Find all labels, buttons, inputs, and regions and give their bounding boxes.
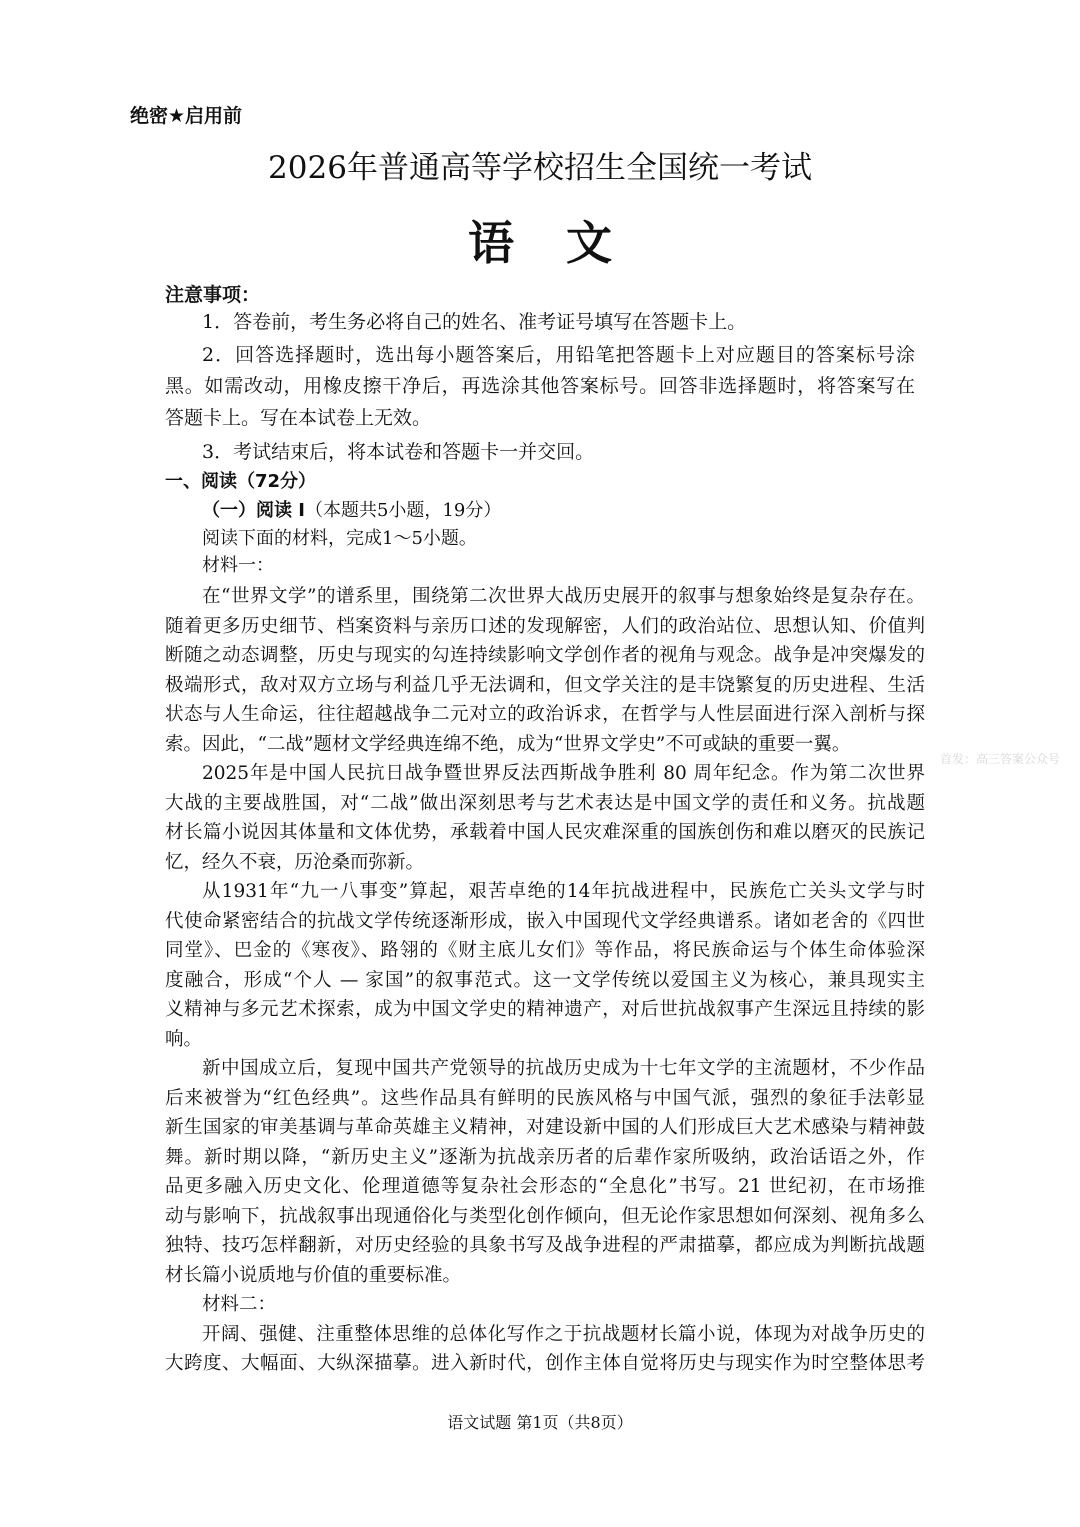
subsection-heading (202, 500, 501, 522)
notice-item-2-cont: 黑。如需改动，用橡皮擦干净后，再选涂其他答案标号。回答非选择题时，将答案写在 (165, 375, 915, 397)
subject-title: 语文 (468, 216, 664, 270)
material-2-label: 材料二： (202, 1294, 277, 1315)
passage-line: 大跨度、大幅面、大纵深描摹。进入新时代，创作主体自觉将历史与现实作为时空整体思考 (165, 1353, 925, 1374)
instruction: 阅读下面的材料，完成1～5小题。 (202, 528, 477, 549)
passage-line: 大战的主要战胜国，对“二战”做出深刻思考与艺术表达是中国文学的责任和义务。抗战题 (165, 792, 925, 814)
notice-item-1: 1．答卷前，考生务必将自己的姓名、准考证号填写在答题卡上。 (202, 311, 747, 333)
reading-passage (165, 582, 925, 1379)
notice-item-2-end: 答题卡上。写在本试卷上无效。 (165, 407, 432, 429)
page-footer: 语文试题 第1页（共8页） (447, 1413, 633, 1432)
notice-heading: 注意事项： (165, 284, 261, 306)
subsection-title: （一）阅读 I (202, 500, 305, 521)
confidential-label: 绝密★启用前 (130, 105, 243, 127)
passage-line: 材长篇小说因其体量和文体优势，承载着中国人民灾难深重的国族创伤和难以磨灭的民族记 (165, 822, 925, 843)
passage-line: 材长篇小说质地与价值的重要标准。 (165, 1264, 462, 1286)
passage-line: 在“世界文学”的谱系里，围绕第二次世界大战历史展开的叙事与想象始终是复杂存在。 (202, 586, 925, 607)
passage-line: 随着更多历史细节、档案资料与亲历口述的发现解密，人们的政治站位、思想认知、价值判 (165, 615, 925, 637)
passage-line: 同堂》、巴金的《寒夜》、路翎的《财主底儿女们》等作品，将民族命运与个体生命体验深 (165, 940, 925, 961)
watermark: 首发：高三答案公众号 (940, 752, 1061, 766)
passage-line: 开阔、强健、注重整体思维的总体化写作之于抗战题材长篇小说，体现为对战争历史的 (202, 1323, 925, 1345)
passage-line: 断随之动态调整，历史与现实的勾连持续影响文学创作者的视角与观念。战争是冲突爆发的 (165, 645, 925, 666)
passage-line: 度融合，形成“个人 — 家国”的叙事范式。这一文学传统以爱国主义为核心，兼具现实主 (165, 969, 925, 991)
passage-line: 代使命紧密结合的抗战文学传统逐渐形成，嵌入中国现代文学经典谱系。诸如老舍的《四世 (165, 910, 925, 932)
passage-line: 响。 (165, 1028, 203, 1050)
material-1-label: 材料一： (202, 555, 274, 576)
notice-item-2: 2．回答选择题时，选出每小题答案后，用铅笔把答题卡上对应题目的答案标号涂 (202, 344, 915, 366)
passage-line: 新生国家的审美基调与革命英雄主义精神，对建设新中国的人们形成巨大艺术感染与精神鼓 (165, 1117, 925, 1138)
subsection-info: （本题共5小题，19分） (304, 500, 502, 521)
passage-line: 品更多融入历史文化、伦理道德等复杂社会形态的“全息化”书写。21 世纪初，在市场推 (165, 1176, 925, 1197)
passage-line: 动与影响下，抗战叙事出现通俗化与类型化创作倾向，但无论作家思想如何深刻、视角多么 (165, 1205, 925, 1227)
passage-line: 后来被誉为“红色经典”。这些作品具有鲜明的民族风格与中国气派，强烈的象征手法彰显 (165, 1087, 925, 1109)
section-heading: 一、阅读（72分） (165, 471, 317, 492)
passage-line: 状态与人生命运，往往超越战争二元对立的政治诉求，在哲学与人性层面进行深入剖析与探 (165, 704, 925, 725)
passage-line: 2025年是中国人民抗日战争暨世界反法西斯战争胜利 80 周年纪念。作为第二次世界 (202, 763, 925, 784)
passage-line: 独特、技巧怎样翻新，对历史经验的具象书写及战争进程的严肃描摹，都应成为判断抗战题 (165, 1235, 925, 1256)
passage-line: 舞。新时期以降，“新历史主义”逐渐为抗战亲历者的后辈作家所吸纳，政治话语之外，作 (165, 1146, 925, 1168)
notice-item-3: 3．考试结束后，将本试卷和答题卡一并交回。 (202, 441, 595, 463)
passage-line: 索。因此，“二战”题材文学经典连绵不绝，成为“世界文学史”不可或缺的重要一翼。 (165, 733, 851, 755)
passage-line: 忆，经久不衰，历沧桑而弥新。 (165, 851, 425, 873)
passage-line: 从1931年“九一八事变”算起，艰苦卓绝的14年抗战进程中，民族危亡关头文学与时 (202, 881, 925, 902)
passage-line: 新中国成立后，复现中国共产党领导的抗战历史成为十七年文学的主流题材，不少作品 (202, 1058, 925, 1079)
passage-line: 极端形式，敌对双方立场与利益几乎无法调和，但文学关注的是丰饶繁复的历史进程、生活 (165, 674, 925, 696)
exam-title: 2026年普通高等学校招生全国统一考试 (268, 150, 812, 186)
passage-line: 义精神与多元艺术探索，成为中国文学史的精神遗产，对后世抗战叙事产生深远且持续的影 (165, 999, 925, 1020)
